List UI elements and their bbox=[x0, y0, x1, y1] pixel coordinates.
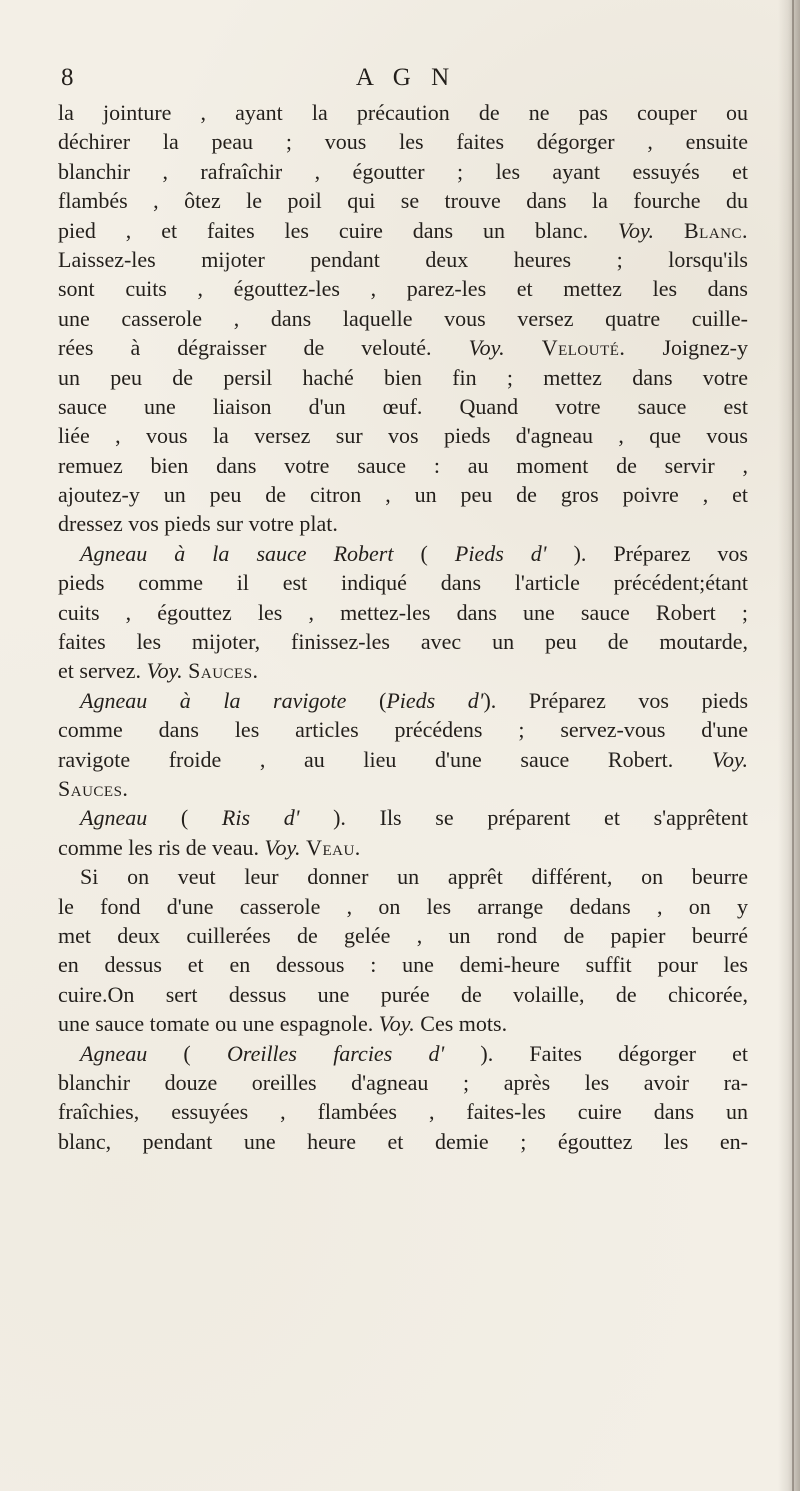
text-line bbox=[58, 98, 748, 127]
text-segment: ). Préparez vos bbox=[546, 540, 748, 566]
text-segment: faites les mijoter, finissez-les avec un peu de moutarde, bbox=[58, 629, 748, 655]
text-line bbox=[58, 1009, 748, 1038]
page-edge-shadow bbox=[778, 0, 800, 1491]
text-segment: pied , et faites les cuire dans un blanc. bbox=[58, 217, 618, 243]
text-segment: en dessus et en dessous : une demi-heure suffit pour les bbox=[58, 952, 748, 978]
text-line bbox=[58, 656, 748, 685]
text-line bbox=[58, 745, 748, 774]
text-line bbox=[58, 392, 748, 421]
text-line bbox=[58, 833, 748, 862]
text-segment: ajoutez-y un peu de citron , un peu de gros poivre , et bbox=[58, 482, 748, 508]
text-line bbox=[58, 509, 748, 538]
text-line bbox=[58, 274, 748, 303]
text-segment: comme dans les articles précédens ; servez-vous d'une bbox=[58, 717, 748, 743]
text-segment-italic: Voy. bbox=[468, 335, 505, 361]
text-segment: comme les ris de veau. bbox=[58, 834, 265, 860]
text-line bbox=[58, 1127, 748, 1156]
text-segment: liée , vous la versez sur vos pieds d'agneau , que vous bbox=[58, 423, 748, 449]
text-line bbox=[58, 686, 748, 715]
text-line bbox=[58, 245, 748, 274]
text-line bbox=[58, 803, 748, 832]
text-line bbox=[58, 1097, 748, 1126]
text-segment-smallcaps: Sauces. bbox=[58, 775, 129, 801]
text-segment bbox=[654, 218, 684, 243]
text-line bbox=[58, 950, 748, 979]
text-segment: ( bbox=[393, 540, 455, 566]
text-line bbox=[58, 1068, 748, 1097]
text-segment-italic: Agneau bbox=[80, 805, 148, 831]
text-segment: rées à dégraisser de velouté. bbox=[58, 335, 469, 361]
text-segment: ). Ils se préparent et s'apprêtent bbox=[299, 805, 748, 831]
text-segment-italic: Voy. bbox=[264, 834, 301, 860]
text-line bbox=[58, 186, 748, 215]
text-segment: Laissez-les mijoter pendant deux heures ; lorsqu'ils bbox=[58, 246, 748, 272]
text-segment-italic: Voy. bbox=[618, 217, 655, 243]
body-text bbox=[58, 98, 748, 1156]
text-line bbox=[58, 157, 748, 186]
text-line bbox=[58, 216, 748, 245]
text-line bbox=[58, 304, 748, 333]
text-segment: cuire.On sert dessus une purée de volaille, de chicorée, bbox=[58, 981, 748, 1007]
text-line bbox=[58, 921, 748, 950]
text-segment-italic: Voy. bbox=[711, 746, 748, 772]
text-segment: dressez vos pieds sur votre plat. bbox=[58, 511, 338, 537]
text-segment-italic: Voy. bbox=[146, 658, 183, 684]
text-segment: pieds comme il est indiqué dans l'article précédent;étant bbox=[58, 570, 748, 596]
text-segment: blanchir douze oreilles d'agneau ; après les avoir ra- bbox=[58, 1069, 748, 1095]
text-segment: déchirer la peau ; vous les faites dégorger , ensuite bbox=[58, 129, 748, 155]
text-segment-smallcaps: Sauces. bbox=[188, 658, 259, 684]
text-segment: sauce une liaison d'un œuf. Quand votre sauce est bbox=[58, 393, 748, 419]
text-segment-smallcaps: Veau. bbox=[306, 834, 361, 860]
text-segment-italic: Agneau à la sauce Robert bbox=[80, 540, 394, 566]
text-segment: blanchir , rafraîchir , égoutter ; les ayant essuyés et bbox=[58, 158, 748, 184]
text-segment-italic: Agneau à la ravigote bbox=[80, 687, 347, 713]
text-segment-italic: Oreilles farcies d' bbox=[226, 1040, 445, 1066]
page-edge-line bbox=[792, 0, 794, 1491]
text-segment: ( bbox=[147, 1040, 227, 1066]
text-line bbox=[58, 627, 748, 656]
text-segment: la jointure , ayant la précaution de ne pas couper ou bbox=[58, 100, 748, 125]
text-segment: cuits , égouttez les , mettez-les dans une sauce Robert ; bbox=[58, 599, 748, 625]
text-line bbox=[58, 715, 748, 744]
text-segment: ). Préparez vos pieds bbox=[483, 687, 748, 713]
text-line bbox=[58, 598, 748, 627]
text-segment: et servez. bbox=[58, 658, 147, 684]
text-segment: ( bbox=[147, 805, 222, 831]
text-segment: Ces mots. bbox=[414, 1011, 508, 1037]
text-segment-smallcaps: Velouté. bbox=[541, 335, 626, 361]
text-segment: ). Faites dégorger et bbox=[444, 1040, 748, 1066]
text-line bbox=[58, 862, 748, 891]
text-segment: une casserole , dans laquelle vous versez quatre cuille- bbox=[58, 305, 748, 331]
text-segment: un peu de persil haché bien fin ; mettez dans votre bbox=[58, 364, 748, 390]
text-segment: Si on veut leur donner un apprêt différent, on beurre bbox=[80, 864, 748, 890]
text-segment: Joignez-y bbox=[625, 335, 748, 361]
text-segment: sont cuits , égouttez-les , parez-les et mettez les dans bbox=[58, 276, 748, 302]
text-segment: remuez bien dans votre sauce : au moment de servir , bbox=[58, 452, 748, 478]
text-line bbox=[58, 333, 748, 362]
page-number: 8 bbox=[61, 64, 74, 91]
text-line bbox=[58, 539, 748, 568]
text-segment: ( bbox=[346, 687, 387, 713]
text-line bbox=[58, 451, 748, 480]
text-segment-italic: Pieds d' bbox=[386, 687, 484, 713]
text-line bbox=[58, 980, 748, 1009]
text-segment: le fond d'une casserole , on les arrange dedans , on y bbox=[58, 893, 748, 919]
text-segment: met deux cuillerées de gelée , un rond de papier beurré bbox=[58, 922, 748, 948]
text-segment-smallcaps: Blanc. bbox=[683, 217, 748, 243]
text-segment: ravigote froide , au lieu d'une sauce Robert. bbox=[58, 746, 712, 772]
text-line bbox=[58, 892, 748, 921]
text-segment-italic: Pieds d' bbox=[454, 540, 547, 566]
text-line bbox=[58, 127, 748, 156]
text-segment: flambés , ôtez le poil qui se trouve dans la fourche du bbox=[58, 188, 748, 214]
page-header bbox=[61, 64, 751, 92]
text-line bbox=[58, 480, 748, 509]
text-segment: fraîchies, essuyées , flambées , faites-les cuire dans un bbox=[58, 1099, 748, 1125]
text-line bbox=[58, 421, 748, 450]
text-line bbox=[58, 568, 748, 597]
text-line bbox=[58, 1039, 748, 1068]
text-segment: une sauce tomate ou une espagnole. bbox=[58, 1011, 379, 1037]
text-segment-italic: Voy. bbox=[378, 1011, 415, 1037]
text-segment bbox=[505, 335, 542, 360]
text-segment: blanc, pendant une heure et demie ; égouttez les en- bbox=[58, 1128, 748, 1154]
text-line bbox=[58, 363, 748, 392]
running-head: A G N bbox=[355, 64, 457, 91]
text-segment-italic: Agneau bbox=[80, 1040, 148, 1066]
text-segment-italic: Ris d' bbox=[221, 805, 300, 831]
text-line bbox=[58, 774, 748, 803]
